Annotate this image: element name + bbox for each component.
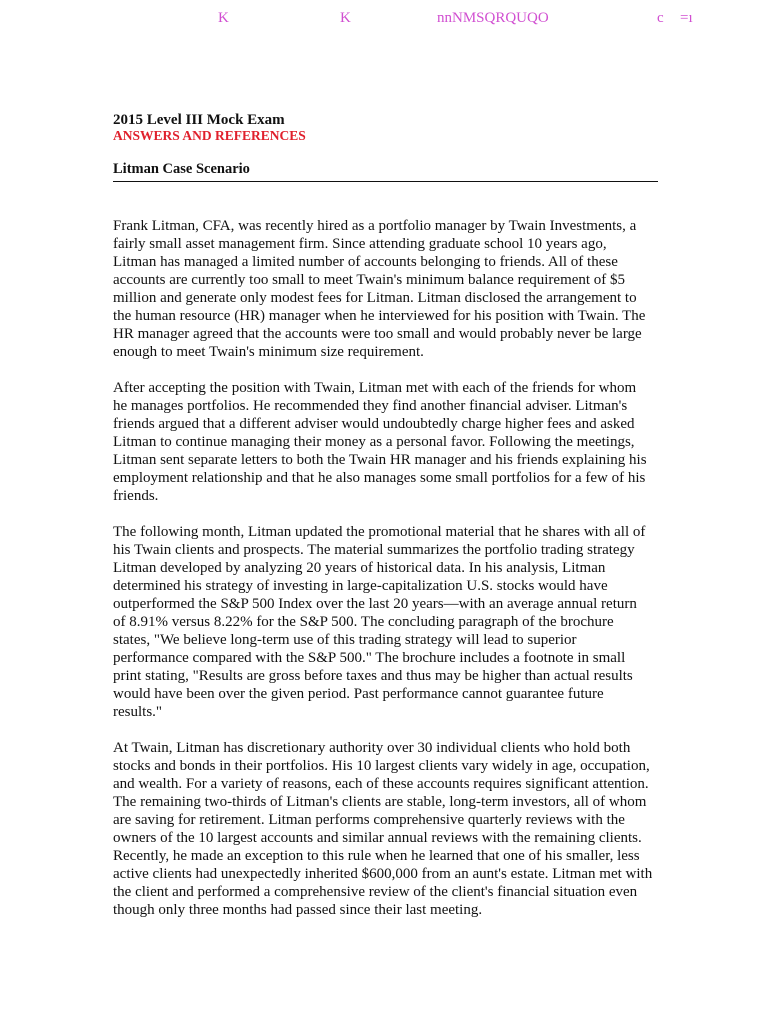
header-glyph: K (340, 10, 351, 26)
text-line: enough to meet Twain's minimum size requirement. (113, 344, 424, 360)
text-line: fairly small asset management firm. Since attending graduate school 10 years ago, (113, 236, 607, 252)
document-subtitle: ANSWERS AND REFERENCES (113, 128, 306, 143)
text-line: results." (113, 704, 163, 720)
text-line: Litman sent separate letters to both the Twain HR manager and his friends explaining his (113, 452, 647, 468)
paragraph (113, 523, 658, 721)
document (113, 112, 658, 937)
text-line: print stating, "Results are gross before taxes and thus may be higher than actual results (113, 668, 633, 684)
text-line: HR manager agreed that the accounts were too small and would probably never be large (113, 326, 642, 342)
text-line: the human resource (HR) manager when he interviewed for his position with Twain. The (113, 308, 646, 324)
text-line: states, "We believe long-term use of this trading strategy will lead to superior (113, 632, 577, 648)
text-line: The following month, Litman updated the promotional material that he shares with all of (113, 524, 646, 540)
text-line: active clients had unexpectedly inherited $600,000 from an aunt's estate. Litman met with (113, 866, 653, 882)
text-line: employment relationship and that he also manages some small portfolios for a few of his (113, 470, 646, 486)
text-line: Litman to continue managing their money as a personal favor. Following the meetings, (113, 434, 635, 450)
text-line: his Twain clients and prospects. The material summarizes the portfolio trading strategy (113, 542, 635, 558)
menu-icon[interactable]: =ı (680, 10, 693, 26)
text-line: Frank Litman, CFA, was recently hired as a portfolio manager by Twain Investments, a (113, 218, 637, 234)
text-line: of 8.91% versus 8.22% for the S&P 500. The concluding paragraph of the brochure (113, 614, 614, 630)
text-line: are saving for retirement. Litman performs comprehensive quarterly reviews with the (113, 812, 625, 828)
text-line: At Twain, Litman has discretionary authority over 30 individual clients who hold both (113, 740, 631, 756)
text-line: owners of the 10 largest accounts and similar annual reviews with the remaining clients. (113, 830, 642, 846)
paragraph (113, 739, 658, 919)
header-glyph: K (218, 10, 229, 26)
text-line: would have been over the given period. Past performance cannot guarantee future (113, 686, 604, 702)
text-line: he manages portfolios. He recommended they find another financial adviser. Litman's (113, 398, 628, 414)
text-line: friends argued that a different adviser would undoubtedly charge higher fees and asked (113, 416, 635, 432)
text-line: friends. (113, 488, 159, 504)
text-line: Litman has managed a limited number of accounts belonging to friends. All of these (113, 254, 618, 270)
header-code: nnNMSQRQUQO (437, 10, 549, 26)
paragraph (113, 217, 658, 361)
text-line: determined his strategy of investing in large-capitalization U.S. stocks would have (113, 578, 608, 594)
header-glyph: c (657, 10, 664, 26)
text-line: Litman developed by analyzing 20 years of historical data. In his analysis, Litman (113, 560, 606, 576)
paragraph (113, 379, 658, 505)
text-line: Recently, he made an exception to this rule when he learned that one of his smaller, less (113, 848, 640, 864)
document-title: 2015 Level III Mock Exam (113, 112, 285, 128)
text-line: accounts are currently too small to meet Twain's minimum balance requirement of $5 (113, 272, 626, 288)
text-line: and wealth. For a variety of reasons, each of these accounts requires significant attention. (113, 776, 649, 792)
document-body (113, 217, 658, 919)
text-line: performance compared with the S&P 500." The brochure includes a footnote in small (113, 650, 626, 666)
text-line: though only three months had passed since their last meeting. (113, 902, 483, 918)
text-line: million and generate only modest fees for Litman. Litman disclosed the arrangement to (113, 290, 637, 306)
text-line: The remaining two-thirds of Litman's clients are stable, long-term investors, all of whom (113, 794, 647, 810)
text-line: stocks and bonds in their portfolios. His 10 largest clients vary widely in age, occupation, (113, 758, 650, 774)
section-heading: Litman Case Scenario (113, 161, 658, 182)
text-line: After accepting the position with Twain, Litman met with each of the friends for whom (113, 380, 637, 396)
text-line: outperformed the S&P 500 Index over the last 20 years—with an average annual return (113, 596, 637, 612)
text-line: the client and performed a comprehensive review of the client's financial situation even (113, 884, 638, 900)
